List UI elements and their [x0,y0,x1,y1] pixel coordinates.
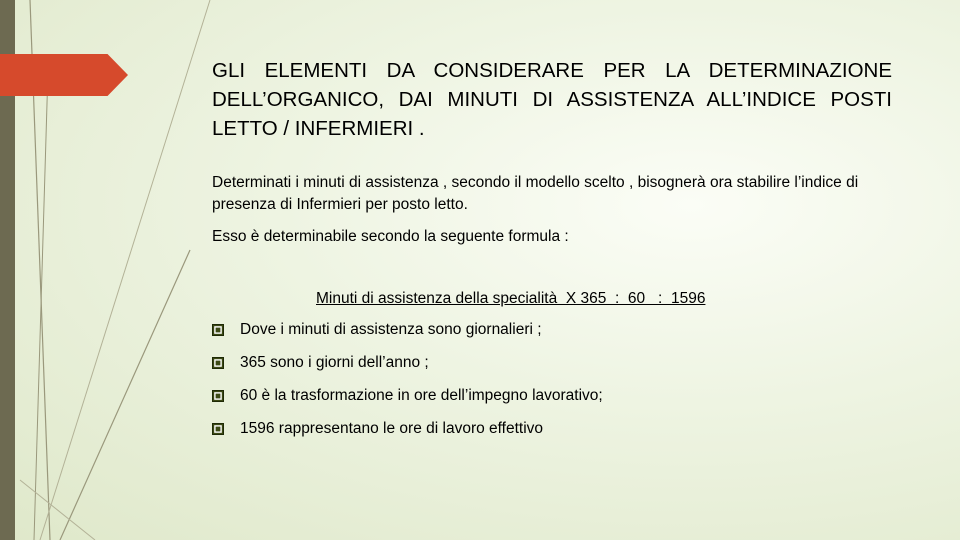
bullet-list [212,319,603,451]
list-item [212,418,603,440]
list-item [212,319,603,341]
list-item [212,352,603,374]
intro-paragraph: Determinati i minuti di assistenza , secondo il modello scelto , bisognerà ora stabilire l’indice di presenza di Infermieri per posto letto. [212,174,859,213]
checkbox-bullet-icon [212,357,224,369]
deco-line-diagonal-2 [60,250,190,540]
bullet-text: Dove i minuti di assistenza sono giornalieri ; [240,321,542,338]
bullet-text: 365 sono i giorni dell’anno ; [240,354,429,371]
bullet-text: 60 è la trasformazione in ore dell’impegno lavorativo; [240,387,603,404]
formula-intro-paragraph: Esso è determinabile secondo la seguente formula : [212,228,569,245]
formula: Minuti di assistenza della specialità X 365 : 60 : 1596 [316,290,706,307]
checkbox-bullet-icon [212,390,224,402]
bullet-text: 1596 rappresentano le ore di lavoro effettivo [240,420,544,437]
accent-arrow-shape [0,54,128,96]
checkbox-bullet-icon [212,423,224,435]
checkbox-bullet-icon [212,324,224,336]
deco-line-diagonal-3 [20,480,95,540]
slide-title: GLI ELEMENTI DA CONSIDERARE PER LA DETERMINAZIONE DELL’ORGANICO, DAI MINUTI DI ASSISTENZA ALL’INDICE POSTI LETTO / INFERMIERI . [212,59,892,140]
list-item [212,385,603,407]
deco-line-vertical-2 [34,70,48,540]
